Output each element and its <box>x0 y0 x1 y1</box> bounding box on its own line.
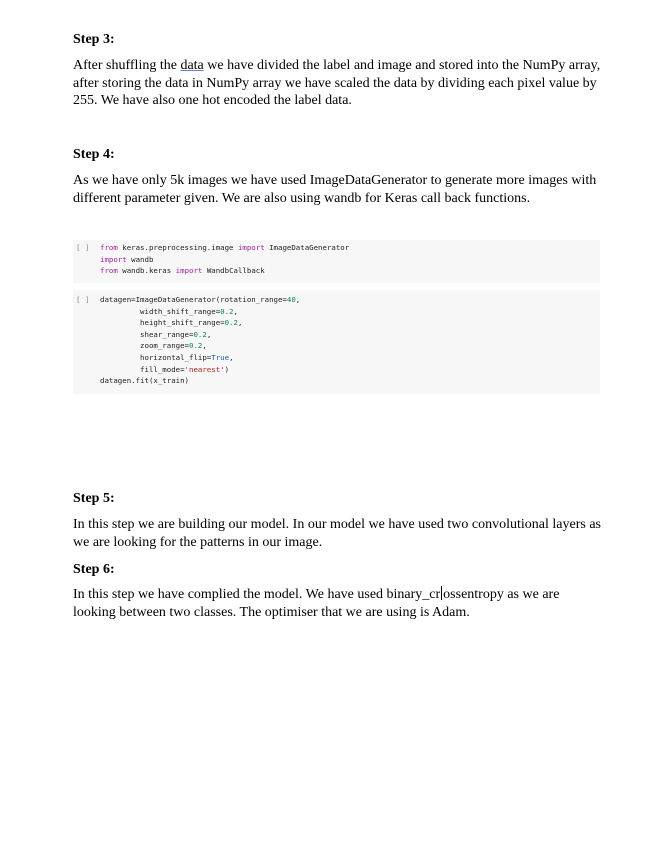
code-text: , <box>202 341 207 351</box>
code-lines <box>100 242 349 277</box>
code-text: , <box>233 306 238 316</box>
keyword: from <box>100 243 118 252</box>
step-6-heading: Step 6: <box>73 562 115 577</box>
code-line <box>100 317 300 329</box>
code-cell-imports[interactable] <box>73 240 600 283</box>
code-text: height_shift_range= <box>100 318 225 328</box>
code-line <box>100 242 349 254</box>
code-line <box>100 352 300 364</box>
code-cell-datagen[interactable] <box>73 290 600 394</box>
data-link[interactable]: data <box>180 58 204 73</box>
step-3-paragraph <box>73 57 603 110</box>
code-text: fill_mode= <box>100 364 185 374</box>
keyword: import <box>237 243 265 252</box>
code-line <box>100 265 349 277</box>
code-lines <box>100 294 300 387</box>
code-text: datagen.fit(x_train) <box>100 376 189 386</box>
code-text: shear_range= <box>100 329 194 339</box>
code-line <box>100 364 300 376</box>
keyword: from <box>100 266 118 276</box>
code-line <box>100 329 300 341</box>
code-text: horizontal_flip= <box>100 352 212 362</box>
step-6-paragraph <box>73 586 603 621</box>
step-3-heading: Step 3: <box>73 32 115 47</box>
module-name: wandb.keras <box>117 266 176 276</box>
keyword: import <box>100 254 127 264</box>
step-5-paragraph: In this step we are building our model. In our model we have used two convolutional layers as we are looking for the patterns in our image. <box>73 517 601 550</box>
code-text: ) <box>224 364 230 374</box>
code-text: width_shift_range= <box>100 306 221 316</box>
code-text: , <box>237 318 243 328</box>
code-line <box>100 306 300 318</box>
code-line <box>100 375 300 387</box>
import-name: ImageDataGenerator <box>264 243 350 252</box>
cell-run-prompt[interactable]: [ ] <box>76 243 90 252</box>
code-line <box>100 254 349 266</box>
module-name: keras.preprocessing.image <box>117 243 238 252</box>
step-4-paragraph: As we have only 5k images we have used ImageDataGenerator to generate more images with different parameter given. We are also using wandb for Keras call back functions. <box>73 173 597 206</box>
code-text: zoom_range= <box>100 341 189 351</box>
code-text: , <box>206 329 212 339</box>
code-text: , <box>229 352 234 362</box>
keyword: True <box>211 352 230 362</box>
step-3-text-end: we have divided the label and image and stored into the NumPy array, after storing the data in NumPy array we have scaled the data by dividing each pixel value by 255. We have also one hot encoded the label data. <box>73 58 601 108</box>
step-6-text-end: ossentropy as we are looking between two classes. The optimiser that we are using is Adam. <box>73 587 560 620</box>
import-name: WandbCallback <box>202 266 265 276</box>
step-4-heading: Step 4: <box>73 147 115 162</box>
step-3-text-start: After shuffling the <box>73 58 181 73</box>
code-line <box>100 294 300 306</box>
step-5-heading: Step 5: <box>73 491 115 506</box>
code-text: , <box>295 295 301 304</box>
number: 0.2 <box>220 306 234 316</box>
import-name: wandb <box>126 254 154 264</box>
number: 0.2 <box>224 318 238 328</box>
code-line <box>100 340 300 352</box>
cell-run-prompt[interactable]: [ ] <box>76 295 90 304</box>
keyword: import <box>175 266 203 276</box>
number: 40 <box>286 295 296 304</box>
string: 'nearest' <box>184 364 225 374</box>
step-6-text-start: In this step we have complied the model. We have used binary_cr <box>73 587 441 602</box>
number: 0.2 <box>189 341 203 351</box>
number: 0.2 <box>193 329 207 339</box>
code-text: datagen=ImageDataGenerator(rotation_range= <box>100 295 287 304</box>
